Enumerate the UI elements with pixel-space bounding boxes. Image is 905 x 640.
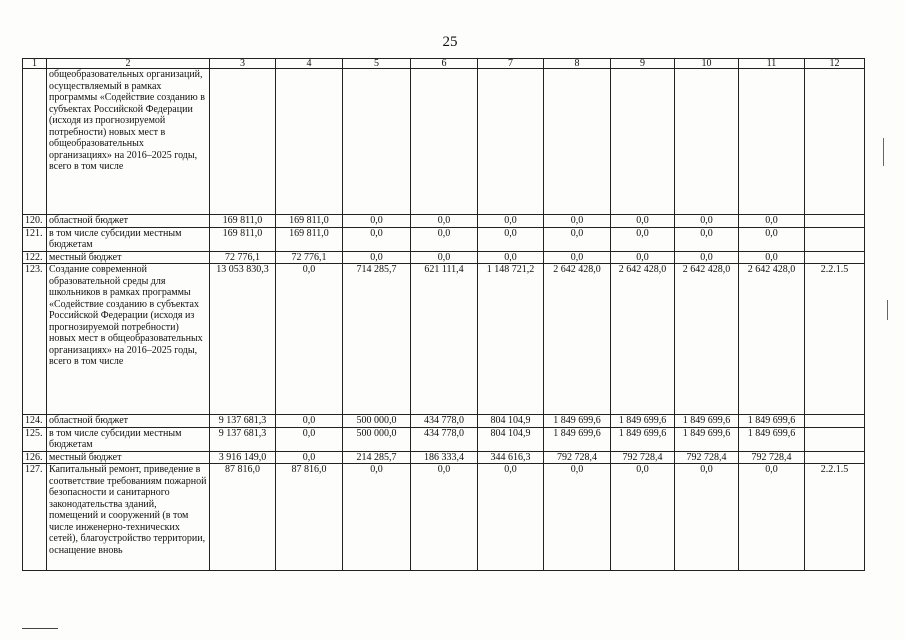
row-value bbox=[675, 69, 739, 215]
row-value: 2 642 428,0 bbox=[611, 264, 675, 415]
column-number-10: 10 bbox=[675, 59, 739, 69]
row-value: 0,0 bbox=[478, 227, 544, 251]
row-value: 0,0 bbox=[276, 451, 343, 464]
row-description: в том числе субсидии местным бюджетам bbox=[47, 427, 210, 451]
row-value: 792 728,4 bbox=[675, 451, 739, 464]
row-value bbox=[343, 69, 411, 215]
row-number: 125. bbox=[23, 427, 47, 451]
row-value: 0,0 bbox=[544, 215, 611, 228]
column-number-7: 7 bbox=[478, 59, 544, 69]
table-row bbox=[23, 451, 865, 464]
row-value: 0,0 bbox=[343, 215, 411, 228]
row-value: 621 111,4 bbox=[411, 264, 478, 415]
row-value: 0,0 bbox=[478, 251, 544, 264]
row-value: 169 811,0 bbox=[210, 227, 276, 251]
row-value: 804 104,9 bbox=[478, 427, 544, 451]
row-value: 500 000,0 bbox=[343, 427, 411, 451]
row-value bbox=[210, 69, 276, 215]
row-code bbox=[805, 215, 865, 228]
row-value: 169 811,0 bbox=[210, 215, 276, 228]
row-value: 0,0 bbox=[411, 227, 478, 251]
row-value: 344 616,3 bbox=[478, 451, 544, 464]
row-number: 126. bbox=[23, 451, 47, 464]
row-value: 0,0 bbox=[411, 464, 478, 571]
row-value: 0,0 bbox=[739, 227, 805, 251]
row-code: 2.2.1.5 bbox=[805, 464, 865, 571]
column-number-3: 3 bbox=[210, 59, 276, 69]
row-value: 13 053 830,3 bbox=[210, 264, 276, 415]
table-row bbox=[23, 415, 865, 428]
row-value: 87 816,0 bbox=[276, 464, 343, 571]
scan-mark bbox=[883, 138, 884, 166]
row-description: областной бюджет bbox=[47, 215, 210, 228]
row-value: 1 849 699,6 bbox=[675, 415, 739, 428]
row-value: 500 000,0 bbox=[343, 415, 411, 428]
table-row bbox=[23, 251, 865, 264]
row-description: местный бюджет bbox=[47, 451, 210, 464]
row-value: 2 642 428,0 bbox=[675, 264, 739, 415]
row-value: 0,0 bbox=[739, 464, 805, 571]
row-value: 0,0 bbox=[611, 464, 675, 571]
row-value: 0,0 bbox=[675, 227, 739, 251]
row-value bbox=[544, 69, 611, 215]
row-value: 1 148 721,2 bbox=[478, 264, 544, 415]
row-value: 2 642 428,0 bbox=[739, 264, 805, 415]
row-value: 186 333,4 bbox=[411, 451, 478, 464]
row-description: областной бюджет bbox=[47, 415, 210, 428]
table-row bbox=[23, 215, 865, 228]
row-value: 0,0 bbox=[739, 215, 805, 228]
row-value: 792 728,4 bbox=[739, 451, 805, 464]
table-row bbox=[23, 464, 865, 571]
row-code bbox=[805, 451, 865, 464]
column-number-4: 4 bbox=[276, 59, 343, 69]
table-row bbox=[23, 427, 865, 451]
row-number: 122. bbox=[23, 251, 47, 264]
row-value: 0,0 bbox=[675, 464, 739, 571]
row-value: 0,0 bbox=[411, 215, 478, 228]
row-value: 1 849 699,6 bbox=[739, 427, 805, 451]
row-value: 0,0 bbox=[276, 264, 343, 415]
row-value: 434 778,0 bbox=[411, 415, 478, 428]
column-number-12: 12 bbox=[805, 59, 865, 69]
footnote-divider bbox=[22, 628, 58, 629]
scan-mark bbox=[887, 300, 888, 320]
column-number-11: 11 bbox=[739, 59, 805, 69]
column-number-9: 9 bbox=[611, 59, 675, 69]
row-description: общеобразовательных организаций, осуществляемый в рамках программы «Содействие созданию в субъектах Российской Федерации (исходя из прогнозируемой потребности) новых мест в общеобразовательных организациях» на 2016–2025 годы, всего в том числе bbox=[47, 69, 210, 215]
row-value bbox=[411, 69, 478, 215]
budget-table bbox=[22, 58, 865, 571]
row-value: 0,0 bbox=[343, 227, 411, 251]
row-value: 434 778,0 bbox=[411, 427, 478, 451]
row-value bbox=[739, 69, 805, 215]
table-row bbox=[23, 69, 865, 215]
row-value: 169 811,0 bbox=[276, 227, 343, 251]
row-code bbox=[805, 427, 865, 451]
row-value: 3 916 149,0 bbox=[210, 451, 276, 464]
row-value: 0,0 bbox=[276, 415, 343, 428]
row-number: 127. bbox=[23, 464, 47, 571]
row-value: 0,0 bbox=[411, 251, 478, 264]
row-value: 9 137 681,3 bbox=[210, 427, 276, 451]
table-row bbox=[23, 227, 865, 251]
row-value: 0,0 bbox=[343, 251, 411, 264]
row-number: 124. bbox=[23, 415, 47, 428]
row-value: 804 104,9 bbox=[478, 415, 544, 428]
row-value: 0,0 bbox=[611, 251, 675, 264]
column-number-2: 2 bbox=[47, 59, 210, 69]
row-value: 9 137 681,3 bbox=[210, 415, 276, 428]
row-value: 792 728,4 bbox=[544, 451, 611, 464]
row-code bbox=[805, 415, 865, 428]
row-value: 1 849 699,6 bbox=[544, 427, 611, 451]
row-value: 0,0 bbox=[611, 227, 675, 251]
row-value: 0,0 bbox=[343, 464, 411, 571]
row-value: 792 728,4 bbox=[611, 451, 675, 464]
row-code bbox=[805, 69, 865, 215]
column-number-8: 8 bbox=[544, 59, 611, 69]
row-number: 120. bbox=[23, 215, 47, 228]
row-value: 714 285,7 bbox=[343, 264, 411, 415]
row-value: 0,0 bbox=[276, 427, 343, 451]
table-row bbox=[23, 264, 865, 415]
row-value: 72 776,1 bbox=[276, 251, 343, 264]
row-description: местный бюджет bbox=[47, 251, 210, 264]
row-number: 123. bbox=[23, 264, 47, 415]
row-value: 169 811,0 bbox=[276, 215, 343, 228]
column-number-row bbox=[23, 59, 865, 69]
column-number-5: 5 bbox=[343, 59, 411, 69]
column-number-1: 1 bbox=[23, 59, 47, 69]
row-value: 0,0 bbox=[675, 215, 739, 228]
row-value: 0,0 bbox=[478, 215, 544, 228]
row-value: 2 642 428,0 bbox=[544, 264, 611, 415]
row-value bbox=[478, 69, 544, 215]
row-value: 0,0 bbox=[478, 464, 544, 571]
row-value: 0,0 bbox=[675, 251, 739, 264]
row-code bbox=[805, 251, 865, 264]
page-number: 25 bbox=[442, 34, 458, 50]
row-value bbox=[276, 69, 343, 215]
row-value: 87 816,0 bbox=[210, 464, 276, 571]
row-value: 0,0 bbox=[544, 464, 611, 571]
row-description: Создание современной образовательной среды для школьников в рамках программы «Содействие созданию в субъектах Российской Федерации (исходя из прогнозируемой потребности) новых мест в общеобразовательных организациях» на 2016–2025 годы, всего в том числе bbox=[47, 264, 210, 415]
row-value: 1 849 699,6 bbox=[739, 415, 805, 428]
row-value: 1 849 699,6 bbox=[611, 415, 675, 428]
row-value: 0,0 bbox=[611, 215, 675, 228]
row-description: в том числе субсидии местным бюджетам bbox=[47, 227, 210, 251]
row-number bbox=[23, 69, 47, 215]
row-code bbox=[805, 227, 865, 251]
row-value: 72 776,1 bbox=[210, 251, 276, 264]
row-code: 2.2.1.5 bbox=[805, 264, 865, 415]
row-value bbox=[611, 69, 675, 215]
row-value: 214 285,7 bbox=[343, 451, 411, 464]
row-number: 121. bbox=[23, 227, 47, 251]
row-value: 0,0 bbox=[739, 251, 805, 264]
row-value: 1 849 699,6 bbox=[544, 415, 611, 428]
row-value: 0,0 bbox=[544, 227, 611, 251]
column-number-6: 6 bbox=[411, 59, 478, 69]
row-value: 1 849 699,6 bbox=[611, 427, 675, 451]
row-value: 1 849 699,6 bbox=[675, 427, 739, 451]
row-description: Капитальный ремонт, приведение в соответствие требованиям пожарной безопасности и санитарного законодательства зданий, помещений и сооружений (в том числе инженерно-технических сетей), благоустройство территории, оснащение вновь bbox=[47, 464, 210, 571]
row-value: 0,0 bbox=[544, 251, 611, 264]
